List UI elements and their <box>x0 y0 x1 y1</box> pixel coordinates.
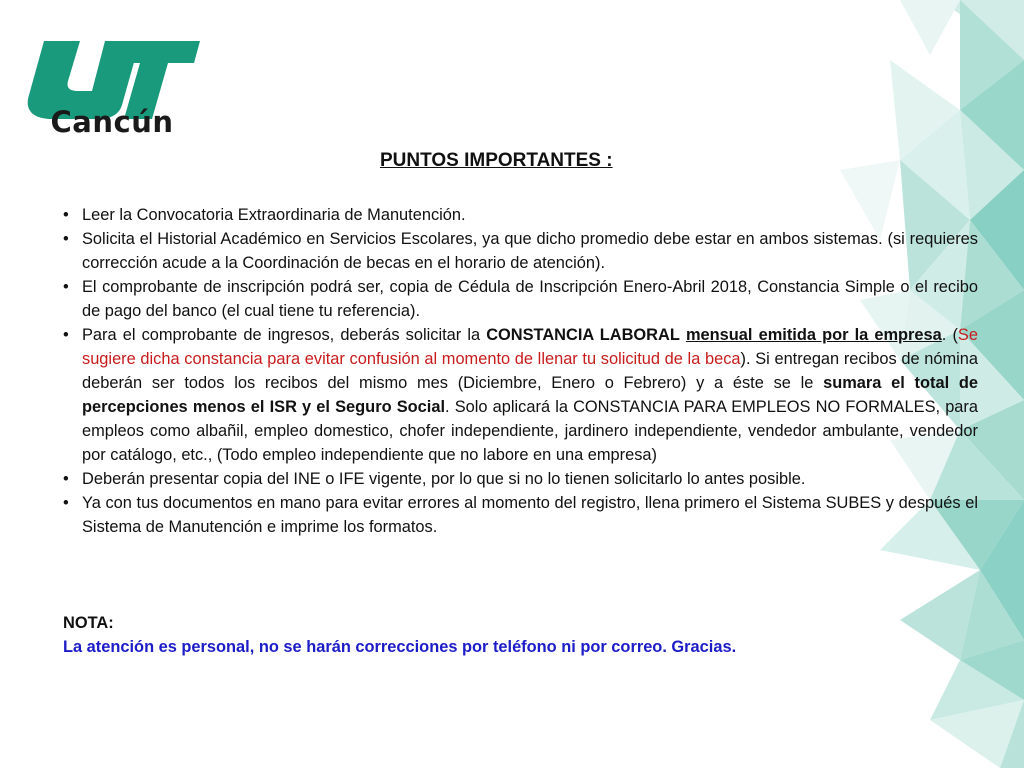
nota-section <box>63 611 736 659</box>
bullet-item-subes: • Ya con tus documentos en mano para evitar errores al momento del registro, llena primero el Sistema SUBES y después el Sistema de Manutención e imprime los formatos. <box>60 491 978 539</box>
bullet-item-comprobante-inscripcion: • El comprobante de inscripción podrá ser, copia de Cédula de Inscripción Enero-Abril 2018, Constancia Simple o el recibo de pago del banco (el cual tiene tu referencia). <box>60 275 978 323</box>
sumara-total-text: sumara el total de percepciones menos el ISR y el Seguro Social <box>82 374 978 416</box>
logo-city-name: Cancún <box>50 105 174 139</box>
bullet-item-convocatoria: • Leer la Convocatoria Extraordinaria de Manutención. <box>60 203 978 227</box>
mensual-emitida-text: mensual emitida por la empresa <box>685 326 942 344</box>
bullet-item-comprobante-ingresos <box>60 323 978 467</box>
bullet-item-ine: • Deberán presentar copia del INE o IFE vigente, por lo que si no lo tienen solicitarlo lo antes posible. <box>60 467 978 491</box>
page-title: PUNTOS IMPORTANTES : <box>380 150 613 171</box>
text-segment: . Solo aplicará la CONSTANCIA PARA EMPLEOS NO FORMALES, para empleos como albañil, empleo domestico, chofer independiente, jardinero independiente, vendedor ambulante, vendedor por catálogo, etc., (Todo empleo independiente que no labore en una empresa) <box>82 398 978 464</box>
bullet-list <box>60 203 978 539</box>
bullet-item-historial: • Solicita el Historial Académico en Servicios Escolares, ya que dicho promedio debe estar en ambos sistemas. (si requieres corrección acude a la Coordinación de becas en el horario de atención). <box>60 227 978 275</box>
constancia-laboral-text: CONSTANCIA LABORAL <box>486 326 680 344</box>
text-segment: ). Si entregan recibos de nómina deberán ser todos los recibos del mismo mes (Diciembre, Enero o Febrero) y a éste se le <box>82 350 978 392</box>
content-area <box>60 203 978 539</box>
nota-label: NOTA: <box>63 614 114 632</box>
text-segment: . ( <box>941 326 958 344</box>
nota-text: La atención es personal, no se harán correcciones por teléfono ni por correo. Gracias. <box>63 638 737 656</box>
suggestion-red-text: Se sugiere dicha constancia para evitar confusión al momento de llenar tu solicitud de la beca <box>82 326 978 368</box>
text-segment: Para el comprobante de ingresos, deberás solicitar la <box>82 326 487 344</box>
